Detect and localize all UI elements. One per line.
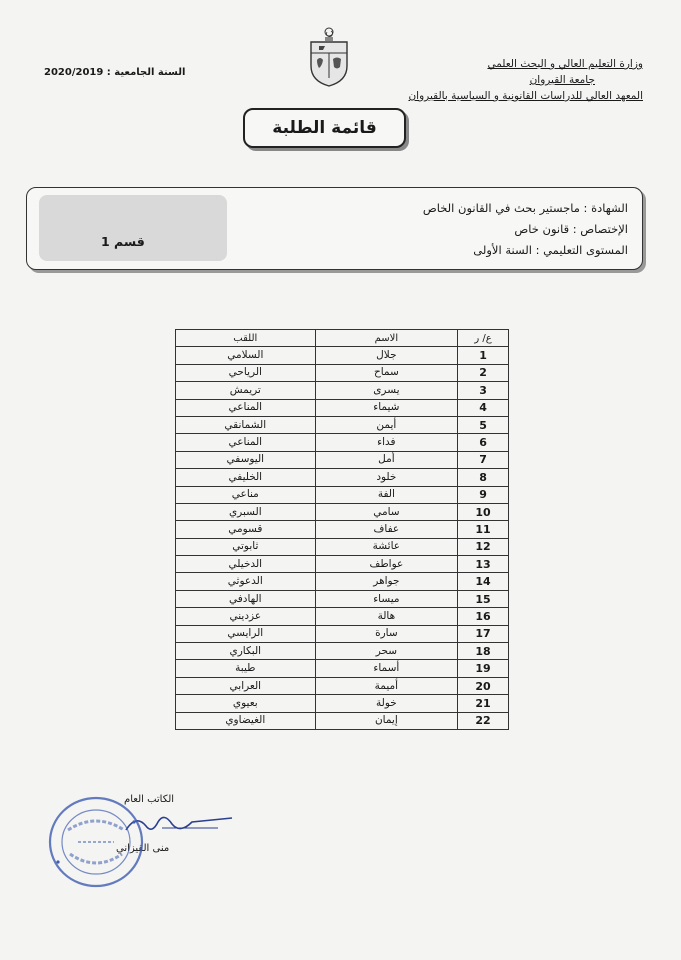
tunisia-coat-of-arms-icon xyxy=(305,26,353,88)
row-last-name: الرايسي xyxy=(176,625,316,642)
row-number: 8 xyxy=(458,469,509,486)
row-number: 19 xyxy=(458,660,509,677)
table-row xyxy=(176,469,509,486)
row-number: 21 xyxy=(458,695,509,712)
row-first-name: سارة xyxy=(315,625,458,642)
row-last-name: بعيوي xyxy=(176,695,316,712)
row-last-name: الهادفي xyxy=(176,590,316,607)
table-row xyxy=(176,364,509,381)
table-row xyxy=(176,538,509,555)
row-number: 12 xyxy=(458,538,509,555)
row-number: 11 xyxy=(458,521,509,538)
table-row xyxy=(176,451,509,468)
table-row xyxy=(176,625,509,642)
table-row xyxy=(176,347,509,364)
header-first-name: الاسم xyxy=(315,330,458,347)
row-number: 1 xyxy=(458,347,509,364)
table-row xyxy=(176,677,509,694)
row-first-name: سامي xyxy=(315,503,458,520)
ministry-name: وزارة التعليم العالي و البحث العلمي xyxy=(487,58,643,70)
row-number: 9 xyxy=(458,486,509,503)
table-row xyxy=(176,695,509,712)
row-last-name: البكاري xyxy=(176,643,316,660)
row-number: 13 xyxy=(458,556,509,573)
row-first-name: جواهر xyxy=(315,573,458,590)
header-number: ع/ ر xyxy=(458,330,509,347)
section-label: قسم 1 xyxy=(101,234,145,249)
redacted-block xyxy=(39,195,227,261)
table-row xyxy=(176,608,509,625)
row-last-name: الخليفي xyxy=(176,469,316,486)
row-last-name: تريمش xyxy=(176,382,316,399)
row-first-name: سحر xyxy=(315,643,458,660)
table-row xyxy=(176,643,509,660)
row-last-name: المناعي xyxy=(176,434,316,451)
table-row xyxy=(176,382,509,399)
row-number: 22 xyxy=(458,712,509,729)
row-first-name: شيماء xyxy=(315,399,458,416)
row-first-name: جلال xyxy=(315,347,458,364)
row-last-name: الرياحي xyxy=(176,364,316,381)
row-first-name: أيمن xyxy=(315,416,458,433)
table-row xyxy=(176,660,509,677)
row-first-name: أسماء xyxy=(315,660,458,677)
specialty-line: الإختصاص : قانون خاص xyxy=(514,222,628,236)
row-last-name: مناعي xyxy=(176,486,316,503)
row-number: 15 xyxy=(458,590,509,607)
row-last-name: قسومي xyxy=(176,521,316,538)
row-first-name: ميساء xyxy=(315,590,458,607)
table-row xyxy=(176,416,509,433)
row-number: 20 xyxy=(458,677,509,694)
official-stamp xyxy=(46,792,146,892)
table-row xyxy=(176,521,509,538)
row-number: 6 xyxy=(458,434,509,451)
page-title: قائمة الطلبة xyxy=(243,108,406,148)
row-first-name: سماح xyxy=(315,364,458,381)
row-first-name: عواطف xyxy=(315,556,458,573)
row-first-name: أميمة xyxy=(315,677,458,694)
header-last-name: اللقب xyxy=(176,330,316,347)
degree-line: الشهادة : ماجستير بحث في القانون الخاص xyxy=(422,201,628,215)
institute-name: المعهد العالي للدراسات القانونية و السياسية بالقيروان xyxy=(408,90,643,102)
table-row xyxy=(176,399,509,416)
program-info-box xyxy=(26,187,643,270)
row-number: 5 xyxy=(458,416,509,433)
row-number: 17 xyxy=(458,625,509,642)
signatory-name: منى القيزاني xyxy=(116,843,170,854)
row-first-name: عفاف xyxy=(315,521,458,538)
table-row xyxy=(176,590,509,607)
row-number: 16 xyxy=(458,608,509,625)
table-header-row xyxy=(176,330,509,347)
row-last-name: عزديني xyxy=(176,608,316,625)
level-line: المستوى التعليمي : السنة الأولى xyxy=(473,243,628,257)
row-last-name: اليوسفي xyxy=(176,451,316,468)
row-first-name: الفة xyxy=(315,486,458,503)
table-row xyxy=(176,712,509,729)
signatory-role: الكاتب العام xyxy=(124,794,175,805)
row-number: 14 xyxy=(458,573,509,590)
row-last-name: السبري xyxy=(176,503,316,520)
row-last-name: الشمانقي xyxy=(176,416,316,433)
university-name: جامعة القيروان xyxy=(529,74,595,86)
table-row xyxy=(176,486,509,503)
row-first-name: إيمان xyxy=(315,712,458,729)
table-row xyxy=(176,573,509,590)
row-first-name: عائشة xyxy=(315,538,458,555)
row-last-name: الدخيلي xyxy=(176,556,316,573)
row-first-name: أمل xyxy=(315,451,458,468)
table-row xyxy=(176,434,509,451)
table-row xyxy=(176,556,509,573)
row-last-name: طيبة xyxy=(176,660,316,677)
academic-year: السنة الجامعية : 2020/2019 xyxy=(44,67,186,78)
row-last-name: ثابوتي xyxy=(176,538,316,555)
row-last-name: الدعوثي xyxy=(176,573,316,590)
row-first-name: خلود xyxy=(315,469,458,486)
program-details xyxy=(423,198,628,261)
row-first-name: يسرى xyxy=(315,382,458,399)
row-number: 18 xyxy=(458,643,509,660)
row-last-name: السلامي xyxy=(176,347,316,364)
table-row xyxy=(176,503,509,520)
institution-header xyxy=(383,56,643,104)
row-number: 3 xyxy=(458,382,509,399)
row-last-name: العرابي xyxy=(176,677,316,694)
row-number: 4 xyxy=(458,399,509,416)
row-first-name: خولة xyxy=(315,695,458,712)
row-last-name: المناعي xyxy=(176,399,316,416)
row-number: 10 xyxy=(458,503,509,520)
row-first-name: فداء xyxy=(315,434,458,451)
row-last-name: الغيضاوي xyxy=(176,712,316,729)
row-first-name: هالة xyxy=(315,608,458,625)
row-number: 7 xyxy=(458,451,509,468)
student-table xyxy=(175,329,509,730)
row-number: 2 xyxy=(458,364,509,381)
